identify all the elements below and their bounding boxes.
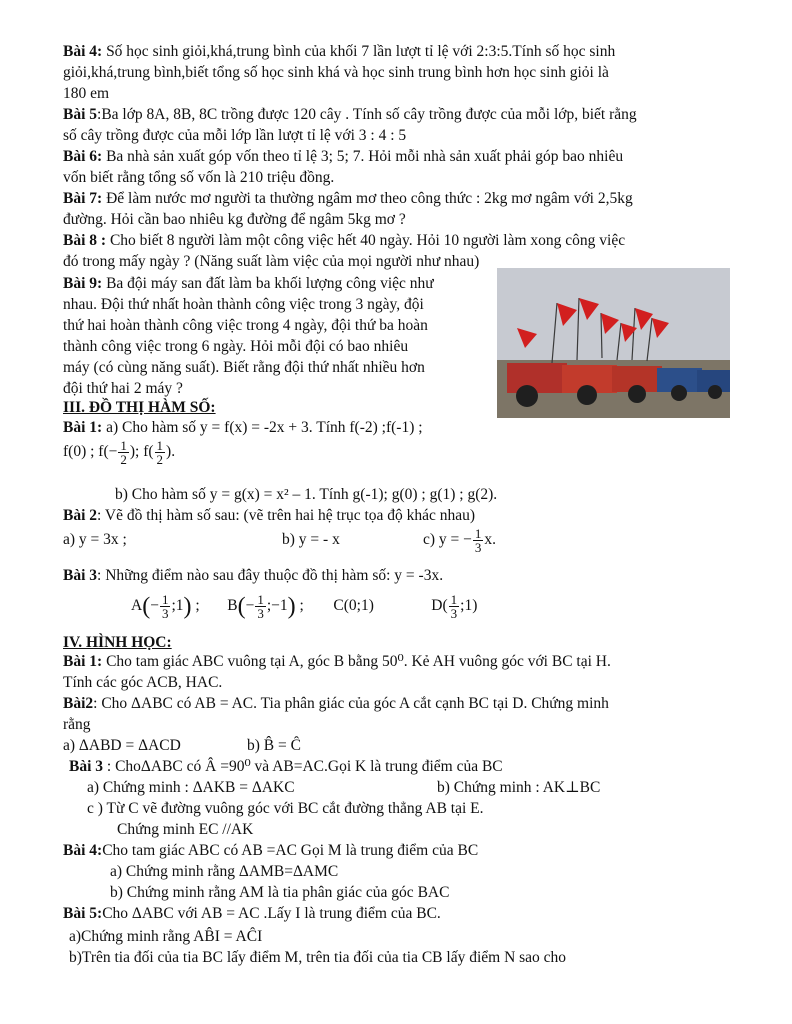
ham-bai1-line3: b) Cho hàm số y = g(x) = x² – 1. Tính g(-1); g(0) ; g(1) ; g(2). [115, 486, 498, 503]
hinh-bai3-options: a) Chứng minh : ΔAKB = ΔAKC b) Chứng minh : AK⊥BC [87, 779, 601, 796]
ham-bai2-options: a) y = 3x ; b) y = - x c) y = − $\frac{1}{3}$ x. [63, 525, 497, 555]
fraction-one-third: $\frac{1}{3}$ [474, 525, 482, 555]
bai7-line2: đường. Hỏi cần bao nhiêu kg đường để ngâm 5kg mơ ? [63, 211, 406, 228]
bai8-line2: đó trong mấy ngày ? (Năng suất làm việc của mọi người như nhau) [63, 253, 480, 270]
hinh-bai4-line1: Bài 4:Cho tam giác ABC có AB =AC Gọi M là trung điểm của BC [63, 842, 479, 859]
hinh-bai3-line3: c ) Từ C vẽ đường vuông góc với BC cắt đường thẳng AB tại E. [87, 800, 484, 817]
hinh-bai5-line2: a)Chứng minh rằng AB̂I = AĈI [69, 928, 263, 945]
bai9-line5: máy (có cùng năng suất). Biết rằng đội thứ nhất nhiều hơn [63, 359, 425, 376]
hinh-bai2-line1: Bài2: Cho ΔABC có AB = AC. Tia phân giác của góc A cắt cạnh BC tại D. Chứng minh [63, 695, 609, 712]
bai7-line1: Bài 7: Để làm nước mơ người ta thường ngâm mơ theo công thức : 2kg mơ ngâm với 2,5kg [63, 190, 633, 207]
fraction-one-half: $\frac{1}{2}$ [156, 437, 164, 467]
bai4-line1: Bài 4: Số học sinh giỏi,khá,trung bình của khối 7 lần lượt tỉ lệ với 2:3:5.Tính số học sinh [63, 43, 616, 60]
hinh-bai4-line3: b) Chứng minh rằng AM là tia phân giác của góc BAC [110, 884, 450, 901]
hinh-bai2-options: a) ΔABD = ΔACD b) B̂ = Ĉ [63, 737, 301, 754]
ham-bai3-points: A(− $\frac{1}{3}$ ;1) ; B(− $\frac{1}{3}$ ;−1) ; C(0;1) D( $\frac{1}{3}$ ;1) [131, 591, 478, 621]
bai9-line3: thứ hai hoàn thành công việc trong 4 ngày, đội thứ ba hoàn [63, 317, 428, 334]
ham-bai2-line1: Bài 2: Vẽ đồ thị hàm số sau: (vẽ trên hai hệ trục tọa độ khác nhau) [63, 507, 476, 524]
section-graph-heading: III. ĐỒ THỊ HÀM SỐ: [63, 399, 216, 416]
bai9-line1: Bài 9: Ba đội máy san đất làm ba khối lượng công việc như [63, 275, 434, 292]
fraction-one-half: $\frac{1}{2}$ [120, 437, 127, 467]
bai8-line1: Bài 8 : Cho biết 8 người làm một công việc hết 40 ngày. Hỏi 10 người làm xong công việc [63, 232, 626, 249]
hinh-bai2-line2: rằng [63, 716, 91, 733]
bai9-line6: đội thứ hai 2 máy ? [63, 380, 183, 397]
bai6-line2: vốn biết rằng tổng số vốn là 210 triệu đồng. [63, 169, 335, 186]
ham-bai3-line1: Bài 3: Những điểm nào sau đây thuộc đồ thị hàm số: y = -3x. [63, 567, 444, 584]
bai9-line4: thành công việc trong 6 ngày. Hỏi mỗi đội có bao nhiêu [63, 338, 409, 355]
hinh-bai5-line1: Bài 5:Cho ΔABC với AB = AC .Lấy I là trung điểm của BC. [63, 905, 441, 922]
red-flags-tractors-photo [497, 268, 730, 418]
hinh-bai3-line4: Chứng minh EC //AK [117, 821, 254, 838]
bai9-line2: nhau. Đội thứ nhất hoàn thành công việc trong 3 ngày, đội [63, 296, 424, 313]
section-geometry-heading: IV. HÌNH HỌC: [63, 634, 172, 651]
fraction-one-third: $\frac{1}{3}$ [450, 591, 458, 621]
hinh-bai1-line1: Bài 1: Cho tam giác ABC vuông tại A, góc B bằng 50⁰. Kẻ AH vuông góc với BC tại H. [63, 653, 611, 670]
bai4-line2: giỏi,khá,trung bình,biết tổng số học sinh khá và học sinh trung bình hơn học sinh giỏi là [63, 64, 609, 81]
ham-bai1-line2: f(0) ; f(− $\frac{1}{2}$ ); f( $\frac{1}{2}$ ). [63, 437, 176, 467]
bai6-line1: Bài 6: Ba nhà sản xuất góp vốn theo tỉ lệ 3; 5; 7. Hỏi mỗi nhà sản xuất phải góp bao nhiêu [63, 148, 624, 165]
hinh-bai1-line2: Tính các góc ACB, HAC. [63, 674, 223, 691]
ham-bai1-line1: Bài 1: a) Cho hàm số y = f(x) = -2x + 3. Tính f(-2) ;f(-1) ; [63, 419, 423, 436]
fraction-one-third: $\frac{1}{3}$ [257, 591, 264, 621]
bai5-line2: số cây trồng được của mỗi lớp lần lượt tỉ lệ với 3 : 4 : 5 [63, 127, 407, 144]
hinh-bai5-line3: b)Trên tia đối của tia BC lấy điểm M, trên tia đối của tia CB lấy điểm N sao cho [69, 949, 567, 966]
bai4-line3: 180 em [63, 85, 110, 102]
fraction-one-third: $\frac{1}{3}$ [161, 591, 169, 621]
hinh-bai3-line1: Bài 3 : ChoΔABC có Â =90⁰ và AB=AC.Gọi K là trung điểm của BC [69, 758, 503, 775]
bai5-line1: Bài 5:Ba lớp 8A, 8B, 8C trồng được 120 cây . Tính số cây trồng được của mỗi lớp, biết rằng [63, 106, 637, 123]
hinh-bai4-line2: a) Chứng minh rằng ΔAMB=ΔAMC [110, 863, 339, 880]
